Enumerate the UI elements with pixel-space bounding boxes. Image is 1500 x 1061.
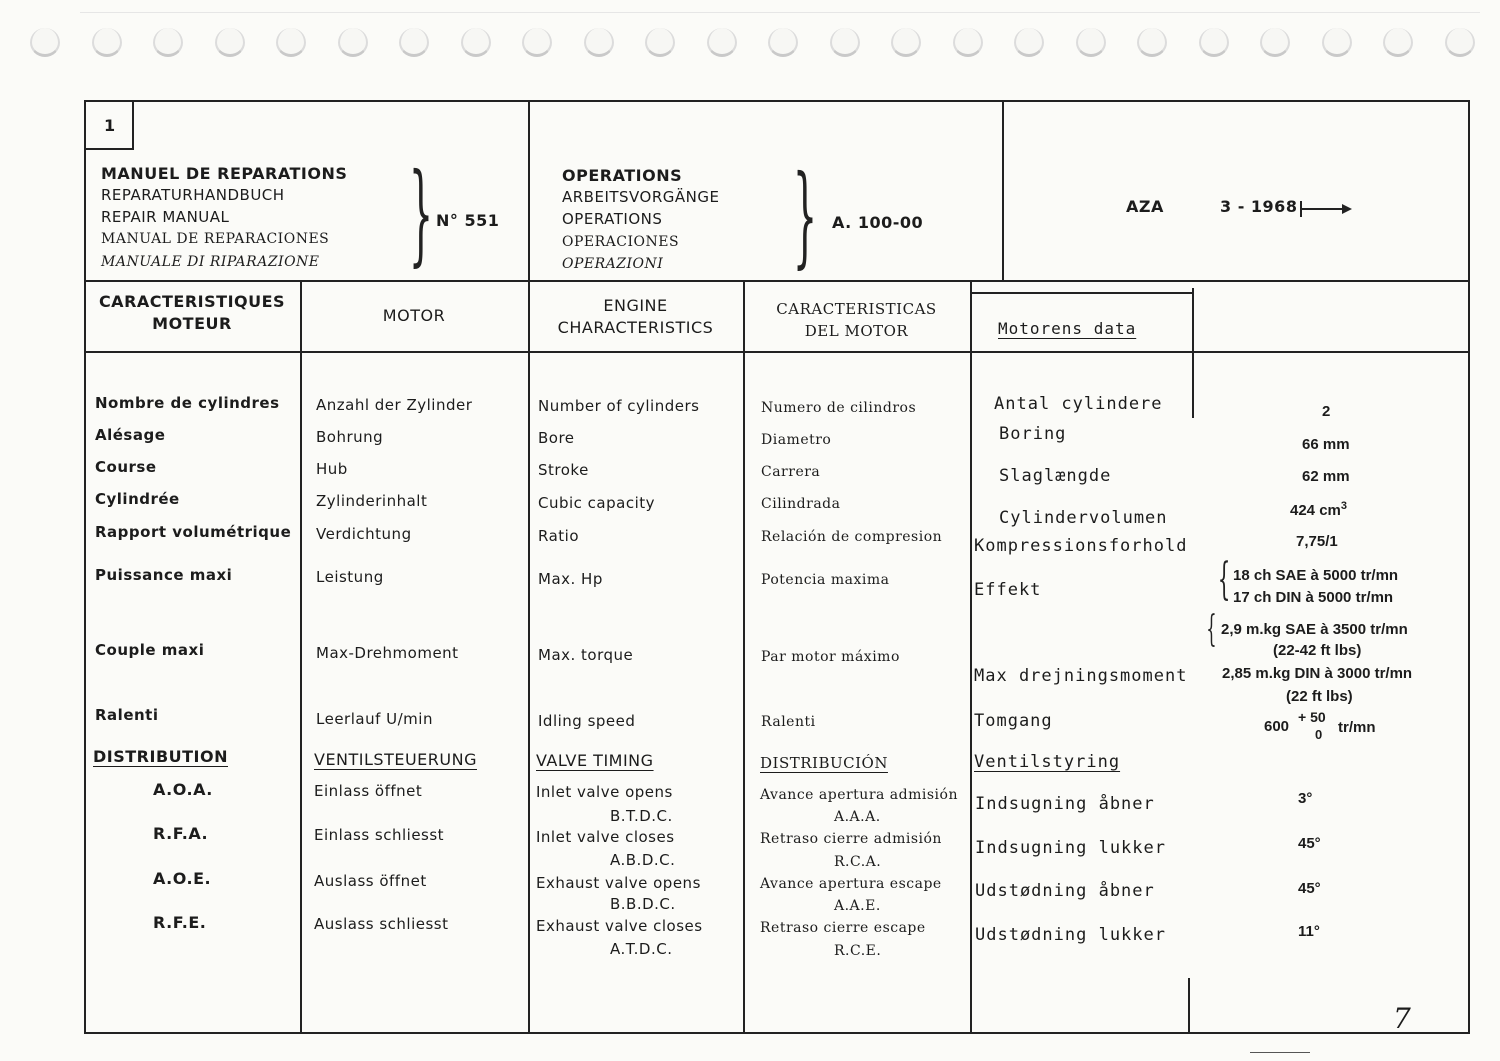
binder-hole bbox=[1322, 28, 1352, 57]
binder-hole bbox=[30, 28, 60, 57]
binder-hole bbox=[1137, 28, 1167, 57]
row-en-4: Cubic capacity bbox=[538, 494, 656, 512]
distribution-de-3: Auslass öffnet bbox=[314, 872, 427, 890]
row-de-3: Hub bbox=[316, 460, 348, 478]
row-da-4: Cylindervolumen bbox=[999, 508, 1168, 528]
row-da-2: Boring bbox=[999, 424, 1067, 444]
binder-hole bbox=[338, 28, 368, 57]
value-power-sae: 18 ch SAE à 5000 tr/mn bbox=[1233, 567, 1399, 584]
distribution-title-da: Ventilstyring bbox=[974, 752, 1121, 772]
operations-title-es: OPERACIONES bbox=[562, 234, 680, 250]
distribution-de-4: Auslass schliesst bbox=[314, 915, 449, 933]
value-capacity: 424 $cm^3$ bbox=[1290, 500, 1347, 519]
distribution-en-1: Inlet valve opens bbox=[536, 783, 673, 801]
value-idle: 600 bbox=[1264, 718, 1290, 735]
column-header-bottom-line bbox=[84, 351, 1470, 353]
binder-hole bbox=[1076, 28, 1106, 57]
manual-title-es: MANUAL DE REPARACIONES bbox=[101, 231, 330, 247]
column-divider-4 bbox=[970, 280, 972, 1034]
column-divider-3 bbox=[743, 280, 745, 1034]
binder-hole bbox=[522, 28, 552, 57]
binder-hole bbox=[707, 28, 737, 57]
distribution-title-fr: DISTRIBUTION bbox=[93, 747, 228, 766]
column-header-es-line1: CARACTERISTICAS bbox=[776, 300, 937, 318]
binder-hole bbox=[953, 28, 983, 57]
binder-hole bbox=[891, 28, 921, 57]
distribution-es-2: Retraso cierre admisión bbox=[760, 831, 942, 847]
distribution-title-es: DISTRIBUCIÓN bbox=[760, 754, 888, 772]
binder-hole bbox=[215, 28, 245, 57]
danish-header-top-line bbox=[970, 292, 1194, 294]
row-fr-7: Couple maxi bbox=[95, 641, 205, 659]
arrow-right-icon bbox=[1298, 199, 1354, 219]
row-fr-6: Puissance maxi bbox=[95, 566, 233, 584]
row-es-5: Relación de compresion bbox=[761, 529, 943, 545]
power-brace: { bbox=[1217, 554, 1231, 605]
binder-hole bbox=[1445, 28, 1475, 57]
row-de-7: Max-Drehmoment bbox=[316, 644, 459, 662]
row-es-6: Potencia maxima bbox=[761, 572, 890, 588]
operations-title-fr: OPERATIONS bbox=[562, 166, 683, 185]
column-header-de: MOTOR bbox=[382, 306, 446, 325]
operations-title-de: ARBEITSVORGÄNGE bbox=[562, 188, 720, 206]
row-da-5: Kompressionsforhold bbox=[974, 536, 1188, 556]
row-en-3: Stroke bbox=[538, 461, 589, 479]
binder-hole bbox=[153, 28, 183, 57]
model-name: AZA bbox=[1126, 197, 1164, 216]
distribution-en-abbr-2: A.B.D.C. bbox=[610, 851, 676, 869]
header-divider-1 bbox=[528, 100, 530, 280]
row-en-2: Bore bbox=[538, 429, 575, 447]
page-top-edge bbox=[80, 12, 1480, 13]
distribution-es-abbr-3: A.A.E. bbox=[834, 898, 881, 914]
binder-hole bbox=[768, 28, 798, 57]
distribution-en-3: Exhaust valve opens bbox=[536, 874, 701, 892]
distribution-fr-4: R.F.E. bbox=[153, 913, 207, 932]
column-divider-2 bbox=[528, 280, 530, 1034]
distribution-value-1: 3° bbox=[1298, 790, 1313, 807]
binder-hole bbox=[276, 28, 306, 57]
value-torque-sae-ft: (22-42 ft lbs) bbox=[1273, 642, 1362, 659]
column-divider-5 bbox=[1192, 288, 1194, 418]
distribution-es-3: Avance apertura escape bbox=[760, 876, 942, 892]
binder-hole bbox=[92, 28, 122, 57]
column-header-fr-line1: CARACTERISTIQUES bbox=[98, 292, 286, 311]
row-da-6: Effekt bbox=[974, 580, 1042, 600]
row-de-1: Anzahl der Zylinder bbox=[316, 396, 473, 414]
row-de-2: Bohrung bbox=[316, 428, 384, 446]
value-power-din: 17 ch DIN à 5000 tr/mn bbox=[1233, 589, 1394, 606]
column-divider-5-bottom bbox=[1188, 978, 1190, 1034]
binder-hole bbox=[1014, 28, 1044, 57]
column-header-en-line2: CHARACTERISTICS bbox=[557, 318, 714, 337]
row-da-1: Antal cylindere bbox=[994, 394, 1163, 414]
binder-holes bbox=[30, 28, 1480, 68]
distribution-title-de: VENTILSTEUERUNG bbox=[314, 750, 477, 769]
row-en-6: Max. Hp bbox=[538, 570, 603, 588]
distribution-es-abbr-2: R.C.A. bbox=[834, 854, 882, 870]
binder-hole bbox=[1199, 28, 1229, 57]
value-bore: 66 mm bbox=[1302, 436, 1350, 453]
distribution-fr-1: A.O.A. bbox=[153, 780, 213, 799]
distribution-da-1: Indsugning åbner bbox=[975, 794, 1155, 814]
column-header-en-line1: ENGINE bbox=[603, 296, 668, 315]
row-es-1: Numero de cilindros bbox=[761, 400, 917, 416]
distribution-de-2: Einlass schliesst bbox=[314, 826, 445, 844]
value-torque-sae: 2,9 m.kg SAE à 3500 tr/mn bbox=[1221, 621, 1408, 638]
row-en-8: Idling speed bbox=[538, 712, 636, 730]
header-bottom-line bbox=[84, 280, 1470, 282]
value-torque-din-ft: (22 ft lbs) bbox=[1286, 688, 1353, 705]
distribution-es-4: Retraso cierre escape bbox=[760, 920, 926, 936]
distribution-en-2: Inlet valve closes bbox=[536, 828, 675, 846]
distribution-da-3: Udstødning åbner bbox=[975, 881, 1155, 901]
distribution-de-1: Einlass öffnet bbox=[314, 782, 423, 800]
column-header-es-line2: DEL MOTOR bbox=[804, 322, 909, 340]
distribution-value-2: 45° bbox=[1298, 835, 1321, 852]
value-idle-minus: 0 bbox=[1315, 727, 1323, 742]
distribution-es-abbr-4: R.C.E. bbox=[834, 943, 882, 959]
operations-brace: } bbox=[792, 151, 818, 279]
manual-title-en: REPAIR MANUAL bbox=[101, 208, 230, 226]
distribution-es-1: Avance apertura admisión bbox=[760, 787, 958, 803]
row-fr-4: Cylindrée bbox=[95, 490, 180, 508]
value-cylinders: 2 bbox=[1322, 403, 1331, 420]
distribution-value-3: 45° bbox=[1298, 880, 1321, 897]
row-en-1: Number of cylinders bbox=[538, 397, 700, 415]
column-header-fr-line2: MOTEUR bbox=[152, 314, 232, 333]
distribution-en-abbr-1: B.T.D.C. bbox=[610, 807, 673, 825]
value-torque-din: 2,85 m.kg DIN à 3000 tr/mn bbox=[1222, 665, 1413, 682]
column-divider-1 bbox=[300, 280, 302, 1034]
row-fr-3: Course bbox=[95, 458, 157, 476]
footer-tick bbox=[1250, 1052, 1310, 1053]
manual-number: N° 551 bbox=[436, 211, 500, 230]
row-fr-2: Alésage bbox=[95, 426, 166, 444]
row-es-7: Par motor máximo bbox=[761, 649, 900, 665]
value-stroke: 62 mm bbox=[1302, 468, 1350, 485]
row-es-3: Carrera bbox=[761, 464, 821, 480]
torque-brace: { bbox=[1206, 609, 1217, 650]
value-ratio: 7,75/1 bbox=[1296, 533, 1338, 550]
binder-hole bbox=[1260, 28, 1290, 57]
distribution-fr-3: A.O.E. bbox=[153, 869, 212, 888]
manual-title-fr: MANUEL DE REPARATIONS bbox=[101, 164, 348, 183]
binder-hole bbox=[584, 28, 614, 57]
binder-hole bbox=[830, 28, 860, 57]
distribution-es-abbr-1: A.A.A. bbox=[834, 809, 881, 825]
distribution-en-abbr-4: A.T.D.C. bbox=[610, 940, 673, 958]
distribution-da-4: Udstødning lukker bbox=[975, 925, 1166, 945]
manual-title-it: MANUALE DI RIPARAZIONE bbox=[101, 254, 320, 270]
row-es-2: Diametro bbox=[761, 432, 832, 448]
distribution-da-2: Indsugning lukker bbox=[975, 838, 1166, 858]
row-da-7: Max drejningsmoment bbox=[974, 666, 1188, 686]
distribution-fr-2: R.F.A. bbox=[153, 824, 209, 843]
row-fr-8: Ralenti bbox=[95, 706, 159, 724]
binder-hole bbox=[461, 28, 491, 57]
row-en-5: Ratio bbox=[538, 527, 580, 545]
distribution-value-4: 11° bbox=[1298, 923, 1320, 940]
distribution-en-abbr-3: B.B.D.C. bbox=[610, 895, 676, 913]
page-mark: 7 bbox=[1393, 1002, 1411, 1035]
row-fr-5: Rapport volumétrique bbox=[95, 523, 292, 541]
value-idle-unit: tr/mn bbox=[1338, 719, 1376, 736]
operation-code: A. 100-00 bbox=[832, 213, 924, 232]
binder-hole bbox=[399, 28, 429, 57]
row-es-8: Ralenti bbox=[761, 714, 816, 730]
page-number: 1 bbox=[104, 116, 116, 135]
manual-brace: } bbox=[408, 149, 434, 277]
row-fr-1: Nombre de cylindres bbox=[95, 394, 280, 412]
header-divider-2 bbox=[1002, 100, 1004, 280]
edition-date: 3 - 1968 bbox=[1220, 197, 1298, 216]
row-da-8: Tomgang bbox=[974, 711, 1053, 731]
row-da-3: Slaglængde bbox=[999, 466, 1112, 486]
column-header-da: Motorens data bbox=[998, 319, 1137, 338]
binder-hole bbox=[1383, 28, 1413, 57]
row-es-4: Cilindrada bbox=[761, 496, 841, 512]
operations-title-it: OPERAZIONI bbox=[562, 256, 664, 272]
binder-hole bbox=[645, 28, 675, 57]
row-en-7: Max. torque bbox=[538, 646, 634, 664]
operations-title-en: OPERATIONS bbox=[562, 210, 663, 228]
row-de-4: Zylinderinhalt bbox=[316, 492, 428, 510]
value-idle-plus: + 50 bbox=[1298, 709, 1326, 725]
manual-title-de: REPARATURHANDBUCH bbox=[101, 186, 285, 204]
row-de-6: Leistung bbox=[316, 568, 384, 586]
row-de-8: Leerlauf U/min bbox=[316, 710, 433, 728]
distribution-en-4: Exhaust valve closes bbox=[536, 917, 703, 935]
distribution-title-en: VALVE TIMING bbox=[536, 751, 654, 770]
row-de-5: Verdichtung bbox=[316, 525, 412, 543]
